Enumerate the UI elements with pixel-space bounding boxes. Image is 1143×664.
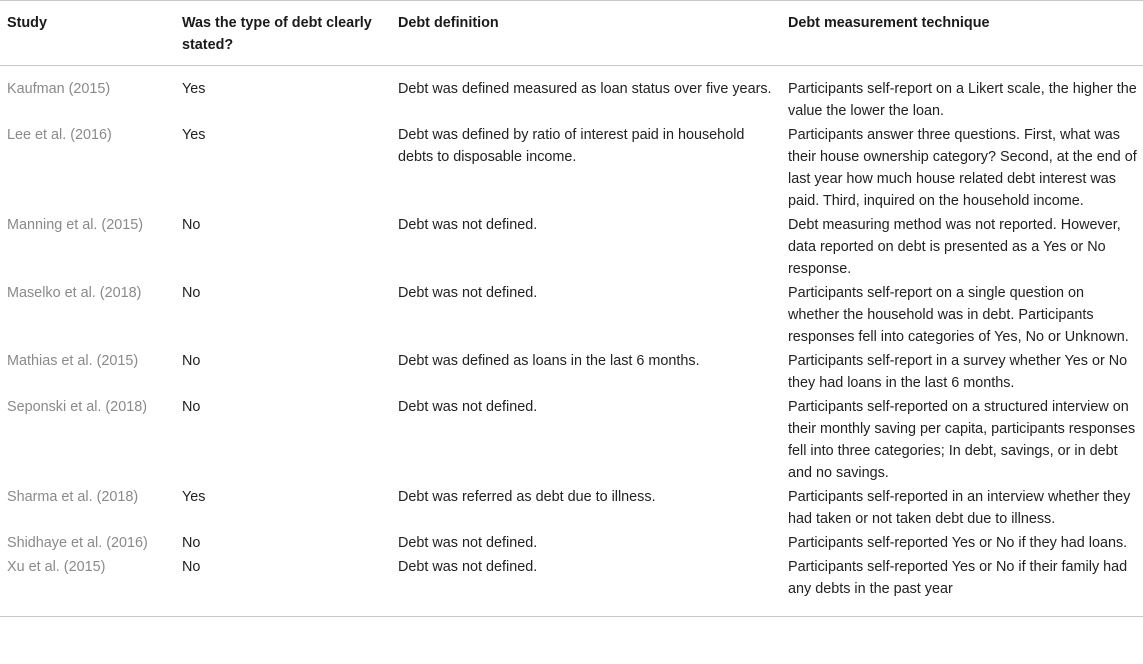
stated-cell: No (182, 353, 201, 369)
definition-cell: Debt was not defined. (398, 217, 538, 233)
header-debt-type-stated: Was the type of debt clearly stated? (182, 15, 372, 53)
study-cell: Lee et al. (2016) (7, 127, 112, 143)
table-row (0, 530, 1143, 554)
stated-cell: No (182, 535, 201, 551)
study-cell: Mathias et al. (2015) (7, 353, 139, 369)
header-study: Study (7, 15, 47, 31)
table-row (0, 394, 1143, 484)
header-debt-definition: Debt definition (398, 15, 499, 31)
table-header (0, 1, 1143, 66)
stated-cell: No (182, 559, 201, 575)
table-row (0, 348, 1143, 394)
definition-cell: Debt was defined measured as loan status over five years. (398, 81, 772, 97)
technique-cell: Participants self-report on a single question on whether the household was in debt. Participants responses fell into categories of Yes, No or Unknown. (788, 285, 1129, 345)
table-row (0, 66, 1143, 123)
stated-cell: No (182, 399, 201, 415)
technique-cell: Participants self-reported on a structured interview on their monthly saving per capita, participants responses fell into three categories; In debt, savings, or in debt and no savings. (788, 399, 1136, 481)
technique-cell: Participants self-reported Yes or No if they had loans. (788, 535, 1128, 551)
study-cell: Maselko et al. (2018) (7, 285, 142, 301)
table-body (0, 66, 1143, 617)
table-row (0, 212, 1143, 280)
definition-cell: Debt was not defined. (398, 399, 538, 415)
definition-cell: Debt was not defined. (398, 559, 538, 575)
stated-cell: Yes (182, 81, 206, 97)
definition-cell: Debt was not defined. (398, 285, 538, 301)
technique-cell: Participants self-reported in an interview whether they had taken or not taken debt due to illness. (788, 489, 1131, 527)
study-cell: Sharma et al. (2018) (7, 489, 139, 505)
table-row (0, 280, 1143, 348)
definition-cell: Debt was referred as debt due to illness. (398, 489, 656, 505)
header-debt-measurement-technique: Debt measurement technique (788, 15, 990, 31)
stated-cell: Yes (182, 127, 206, 143)
stated-cell: No (182, 217, 201, 233)
header-row (0, 1, 1143, 66)
stated-cell: Yes (182, 489, 206, 505)
table-row (0, 122, 1143, 212)
technique-cell: Participants self-report in a survey whether Yes or No they had loans in the last 6 months. (788, 353, 1128, 391)
technique-cell: Debt measuring method was not reported. However, data reported on debt is presented as a Yes or No response. (788, 217, 1121, 277)
definition-cell: Debt was defined by ratio of interest paid in household debts to disposable income. (398, 127, 745, 165)
study-cell: Kaufman (2015) (7, 81, 111, 97)
table-row (0, 484, 1143, 530)
definition-cell: Debt was not defined. (398, 535, 538, 551)
table-row (0, 554, 1143, 617)
definition-cell: Debt was defined as loans in the last 6 months. (398, 353, 700, 369)
study-cell: Shidhaye et al. (2016) (7, 535, 148, 551)
technique-cell: Participants self-reported Yes or No if their family had any debts in the past year (788, 559, 1128, 597)
study-cell: Seponski et al. (2018) (7, 399, 147, 415)
study-cell: Xu et al. (2015) (7, 559, 106, 575)
stated-cell: No (182, 285, 201, 301)
study-cell: Manning et al. (2015) (7, 217, 143, 233)
technique-cell: Participants self-report on a Likert scale, the higher the value the lower the loan. (788, 81, 1137, 119)
technique-cell: Participants answer three questions. First, what was their house ownership category? Second, at the end of last year how much house related debt interest was paid. Third, inquired on the household income. (788, 127, 1137, 209)
